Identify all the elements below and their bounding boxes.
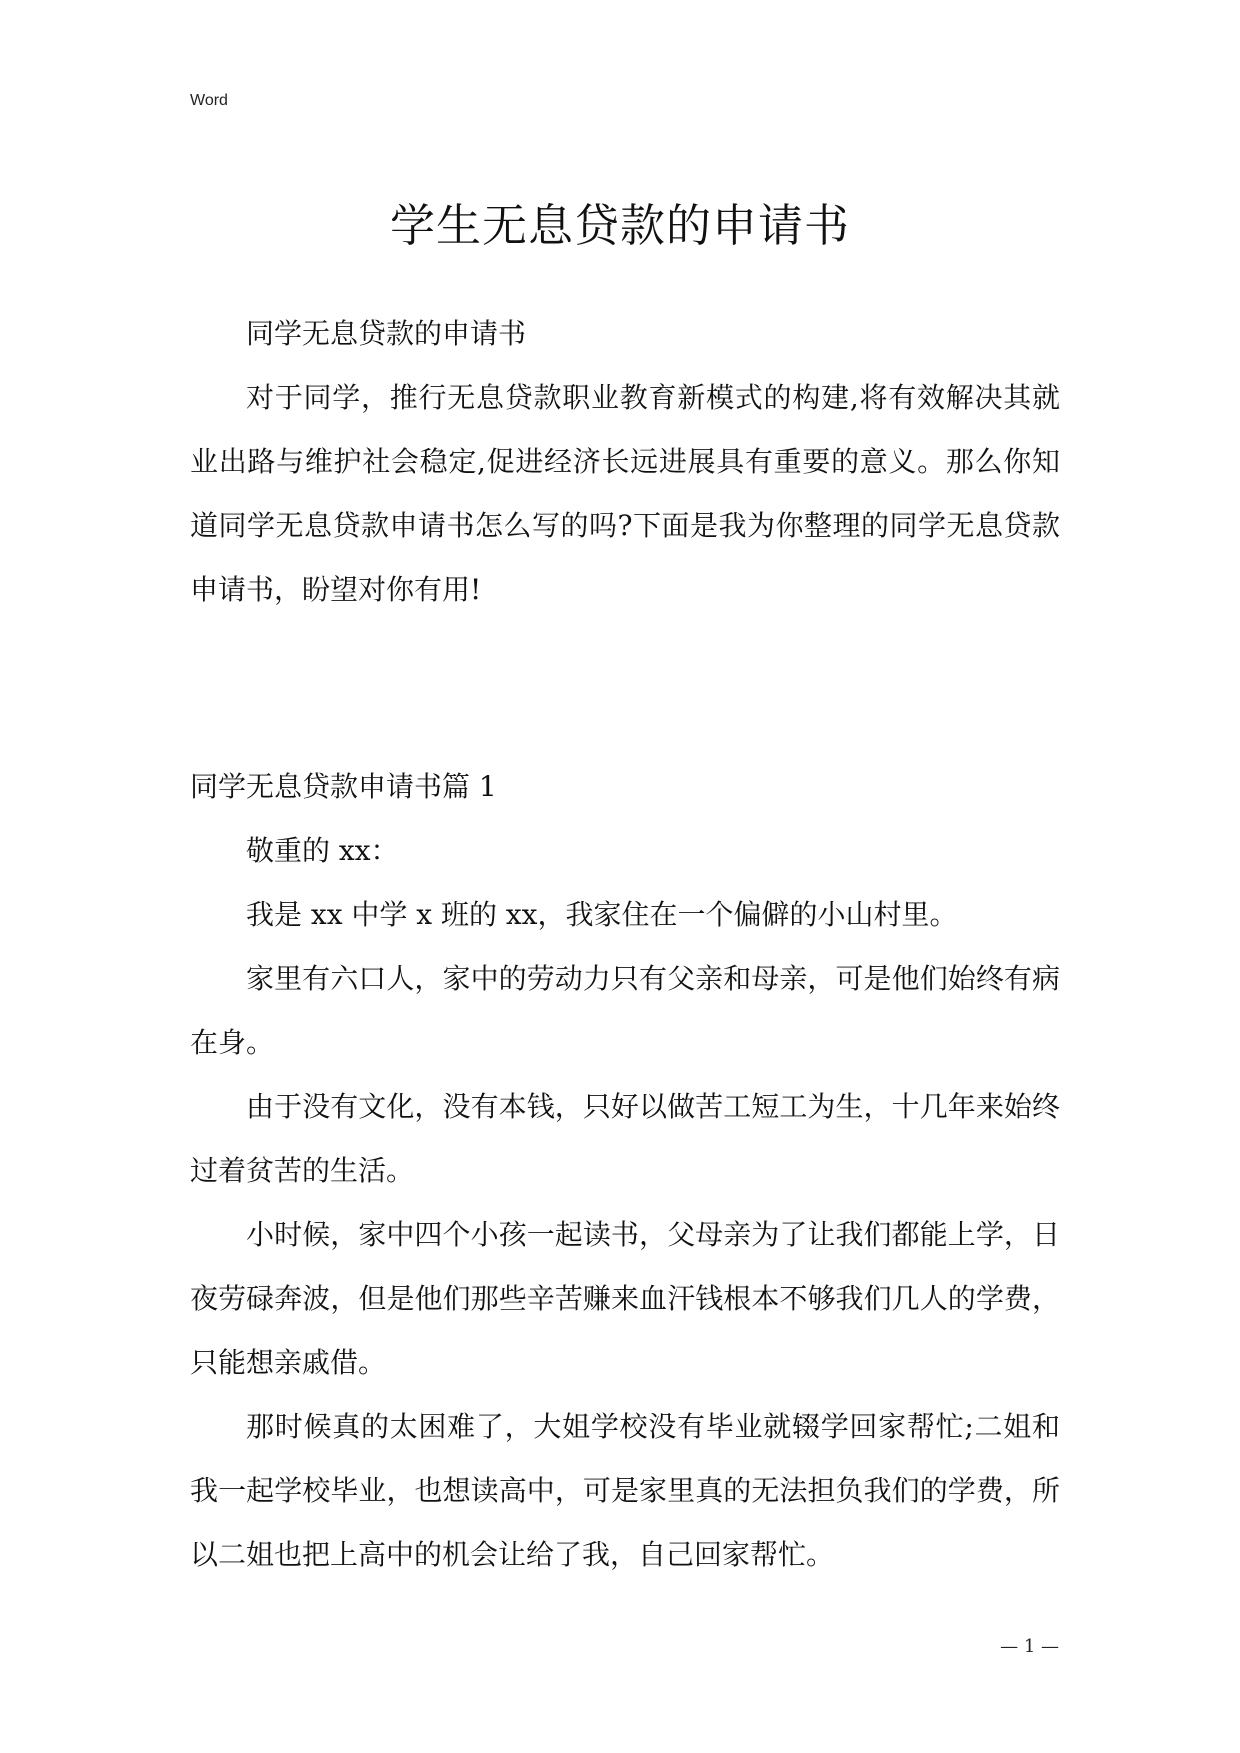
page-number: — 1 — xyxy=(1000,1636,1059,1657)
body-paragraph: 家里有六口人，家中的劳动力只有父亲和母亲，可是他们始终有病在身。 xyxy=(190,962,1060,1059)
intro-paragraph: 对于同学，推行无息贷款职业教育新模式的构建,将有效解决其就业出路与维护社会稳定,促进经济长远进展具有重要的意义。那么你知道同学无息贷款申请书怎么写的吗?下面是我为你整理的同学无息贷款申请书，盼望对你有用! xyxy=(190,381,1060,606)
body-paragraph: 由于没有文化，没有本钱，只好以做苦工短工为生，十几年来始终过着贫苦的生活。 xyxy=(190,1090,1060,1187)
header-label: Word xyxy=(190,92,228,109)
salutation: 敬重的 xx： xyxy=(246,834,399,867)
section-block xyxy=(190,755,1060,1587)
intro-subtitle: 同学无息贷款的申请书 xyxy=(246,317,527,350)
body-paragraph: 我是 xx 中学 x 班的 xx，我家住在一个偏僻的小山村里。 xyxy=(246,898,958,931)
intro-block xyxy=(190,302,1060,622)
section-heading: 同学无息贷款申请书篇 1 xyxy=(190,770,497,803)
body-paragraph: 小时候，家中四个小孩一起读书，父母亲为了让我们都能上学，日夜劳碌奔波，但是他们那些辛苦赚来血汗钱根本不够我们几人的学费，只能想亲戚借。 xyxy=(190,1218,1060,1379)
document-title: 学生无息贷款的申请书 xyxy=(389,199,850,252)
body-paragraph: 那时候真的太困难了，大姐学校没有毕业就辍学回家帮忙;二姐和我一起学校毕业，也想读高中，可是家里真的无法担负我们的学费，所以二姐也把上高中的机会让给了我，自己回家帮忙。 xyxy=(190,1410,1060,1571)
